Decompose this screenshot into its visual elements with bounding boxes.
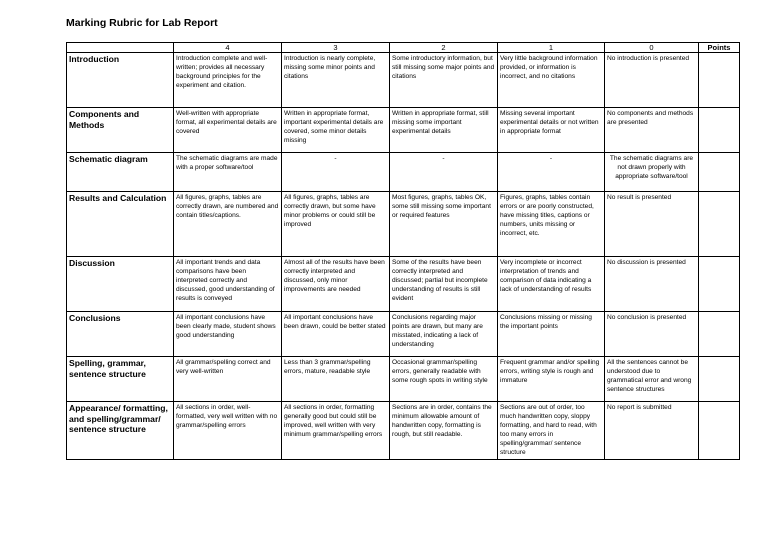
rubric-cell: Almost all of the results have been correctly interpreted and discussed, only minor improvements are needed	[282, 257, 390, 312]
points-cell[interactable]	[699, 312, 740, 357]
points-cell[interactable]	[699, 357, 740, 402]
points-cell[interactable]	[699, 257, 740, 312]
rubric-cell: Introduction is nearly complete, missing some minor points and citations	[282, 53, 390, 108]
rubric-cell: Frequent grammar and/or spelling errors, writing style is rough and immature	[498, 357, 605, 402]
header-criterion	[67, 43, 174, 53]
rubric-cell: Less than 3 grammar/spelling errors, mature, readable style	[282, 357, 390, 402]
rubric-cell: No discussion is presented	[605, 257, 699, 312]
header-points: Points	[699, 43, 740, 53]
criterion-cell: Appearance/ formatting, and spelling/grammar/ sentence structure	[67, 402, 174, 460]
rubric-cell: Figures, graphs, tables contain errors or are poorly constructed, have missing titles, captions or numbers, units missing or incorrect, etc.	[498, 192, 605, 257]
rubric-cell: No conclusion is presented	[605, 312, 699, 357]
table-row	[67, 192, 740, 257]
table-row	[67, 257, 740, 312]
rubric-cell: All grammar/spelling correct and very well-written	[174, 357, 282, 402]
rubric-cell: Some introductory information, but still missing some major points and citations	[390, 53, 498, 108]
header-row	[67, 43, 740, 53]
rubric-table	[66, 42, 740, 460]
rubric-cell: Written in appropriate format, still missing some important experimental details	[390, 108, 498, 153]
header-score-1: 1	[498, 43, 605, 53]
rubric-cell: Well-written with appropriate format, all experimental details are covered	[174, 108, 282, 153]
header-score-4: 4	[174, 43, 282, 53]
criterion-cell: Components and Methods	[67, 108, 174, 153]
rubric-cell: Conclusions regarding major points are drawn, but many are misstated, indicating a lack of understanding	[390, 312, 498, 357]
rubric-cell: -	[498, 153, 605, 192]
rubric-cell: All figures, graphs, tables are correctly drawn, are numbered and contain titles/captions.	[174, 192, 282, 257]
page-title: Marking Rubric for Lab Report	[66, 17, 218, 29]
rubric-cell: Sections are out of order, too much handwritten copy, sloppy formatting, and hard to read, with too many errors in spelling/grammar/ sentence structure	[498, 402, 605, 460]
criterion-cell: Spelling, grammar, sentence structure	[67, 357, 174, 402]
rubric-cell: Most figures, graphs, tables OK, some still missing some important or required features	[390, 192, 498, 257]
header-score-2: 2	[390, 43, 498, 53]
rubric-cell: No result is presented	[605, 192, 699, 257]
rubric-cell: -	[390, 153, 498, 192]
rubric-cell: Some of the results have been correctly interpreted and discussed; partial but incomplete understanding of results is still evident	[390, 257, 498, 312]
rubric-cell: Very incomplete or incorrect interpretation of trends and comparison of data indicating a lack of understanding of results	[498, 257, 605, 312]
points-cell[interactable]	[699, 192, 740, 257]
rubric-cell: -	[282, 153, 390, 192]
rubric-cell: All important trends and data comparisons have been interpreted correctly and discussed, good understanding of results is conveyed	[174, 257, 282, 312]
criterion-cell: Conclusions	[67, 312, 174, 357]
rubric-cell: All figures, graphs, tables are correctly drawn, but some have minor problems or could still be improved	[282, 192, 390, 257]
criterion-cell: Results and Calculation	[67, 192, 174, 257]
rubric-cell: No components and methods are presented	[605, 108, 699, 153]
rubric-cell: No report is submitted	[605, 402, 699, 460]
rubric-cell: Written in appropriate format, important experimental details are covered, some minor details missing	[282, 108, 390, 153]
rubric-cell: All sections in order, formatting generally good but could still be improved, well written with very minimum grammar/spelling errors	[282, 402, 390, 460]
table-row	[67, 402, 740, 460]
header-score-3: 3	[282, 43, 390, 53]
table-row	[67, 357, 740, 402]
criterion-cell: Introduction	[67, 53, 174, 108]
rubric-cell: No introduction is presented	[605, 53, 699, 108]
table-row	[67, 312, 740, 357]
rubric-cell: Missing several important experimental details or not written in appropriate format	[498, 108, 605, 153]
table-row	[67, 153, 740, 192]
criterion-cell: Schematic diagram	[67, 153, 174, 192]
rubric-cell: All important conclusions have been drawn, could be better stated	[282, 312, 390, 357]
rubric-cell: The schematic diagrams are made with a proper software/tool	[174, 153, 282, 192]
rubric-cell: Occasional grammar/spelling errors, generally readable with some rough spots in writing style	[390, 357, 498, 402]
criterion-cell: Discussion	[67, 257, 174, 312]
rubric-cell: All sections in order, well-formatted, very well written with no grammar/spelling errors	[174, 402, 282, 460]
points-cell[interactable]	[699, 53, 740, 108]
table-row	[67, 53, 740, 108]
rubric-cell: The schematic diagrams are not drawn properly with appropriate software/tool	[605, 153, 699, 192]
rubric-cell: Very little background information provided, or information is incorrect, and no citations	[498, 53, 605, 108]
header-score-0: 0	[605, 43, 699, 53]
rubric-cell: Introduction complete and well-written; provides all necessary background principles for the experiment and citation.	[174, 53, 282, 108]
rubric-cell: All the sentences cannot be understood due to grammatical error and wrong sentence structures	[605, 357, 699, 402]
points-cell[interactable]	[699, 108, 740, 153]
rubric-cell: Sections are in order, contains the minimum allowable amount of handwritten copy, formatting is rough, but still readable.	[390, 402, 498, 460]
table-row	[67, 108, 740, 153]
points-cell[interactable]	[699, 402, 740, 460]
rubric-cell: All important conclusions have been clearly made, student shows good understanding	[174, 312, 282, 357]
rubric-cell: Conclusions missing or missing the important points	[498, 312, 605, 357]
points-cell[interactable]	[699, 153, 740, 192]
